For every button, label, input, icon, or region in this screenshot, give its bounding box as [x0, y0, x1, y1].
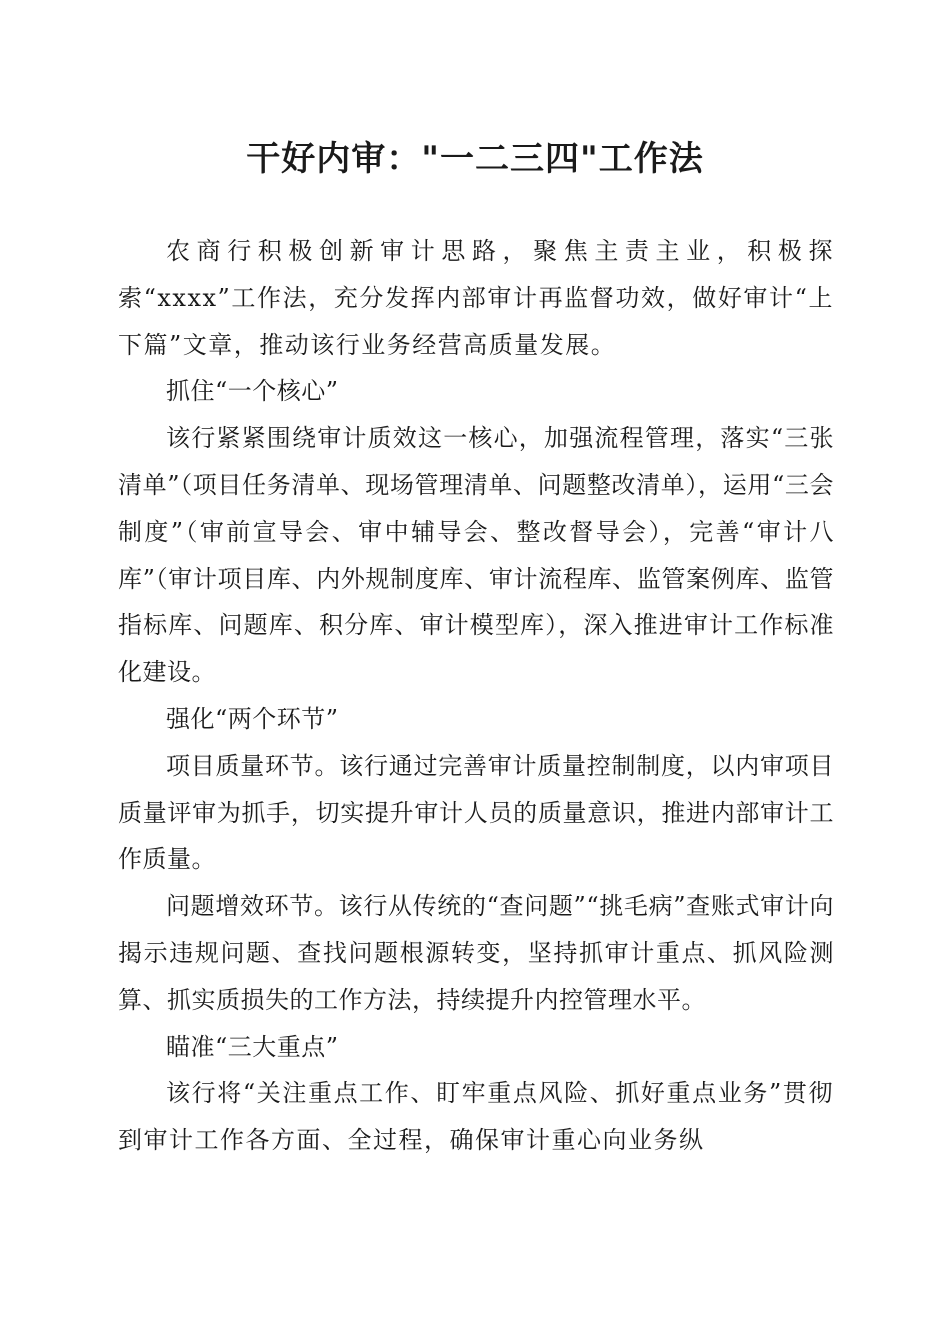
document-body	[118, 228, 834, 1164]
core-paragraph: 该行紧紧围绕审计质效这一核心，加强流程管理，落实“三张清单”（项目任务清单、现场管理清单、问题整改清单），运用“三会制度”（审前宣导会、审中辅导会、整改督导会），完善“审计八库”（审计项目库、内外规制度库、审计流程库、监管案例库、监管指标库、问题库、积分库、审计模型库），深入推进审计工作标准化建设。	[118, 424, 834, 687]
efficiency-link-paragraph: 问题增效环节。该行从传统的“查问题”“挑毛病”查账式审计向揭示违规问题、查找问题根源转变，坚持抓审计重点、抓风险测算、抓实质损失的工作方法，持续提升内控管理水平。	[118, 892, 834, 1014]
document-title: 干好内审："一二三四"工作法	[246, 139, 704, 179]
intro-paragraph: 农商行积极创新审计思路，聚焦主责主业，积极探索“xxxx”工作法，充分发挥内部审计再监督功效，做好审计“上下篇”文章，推动该行业务经营高质量发展。	[118, 237, 834, 359]
section-heading-links: 强化“两个环节”	[166, 704, 339, 733]
quality-link-paragraph: 项目质量环节。该行通过完善审计质量控制制度，以内审项目质量评审为抓手，切实提升审计人员的质量意识，推进内部审计工作质量。	[118, 751, 834, 874]
focus-paragraph: 该行将“关注重点工作、盯牢重点风险、抓好重点业务”贯彻到审计工作各方面、全过程，确保审计重心向业务纵	[118, 1079, 834, 1155]
section-heading-core: 抓住“一个核心”	[166, 377, 339, 406]
section-heading-focus: 瞄准“三大重点”	[166, 1032, 339, 1061]
